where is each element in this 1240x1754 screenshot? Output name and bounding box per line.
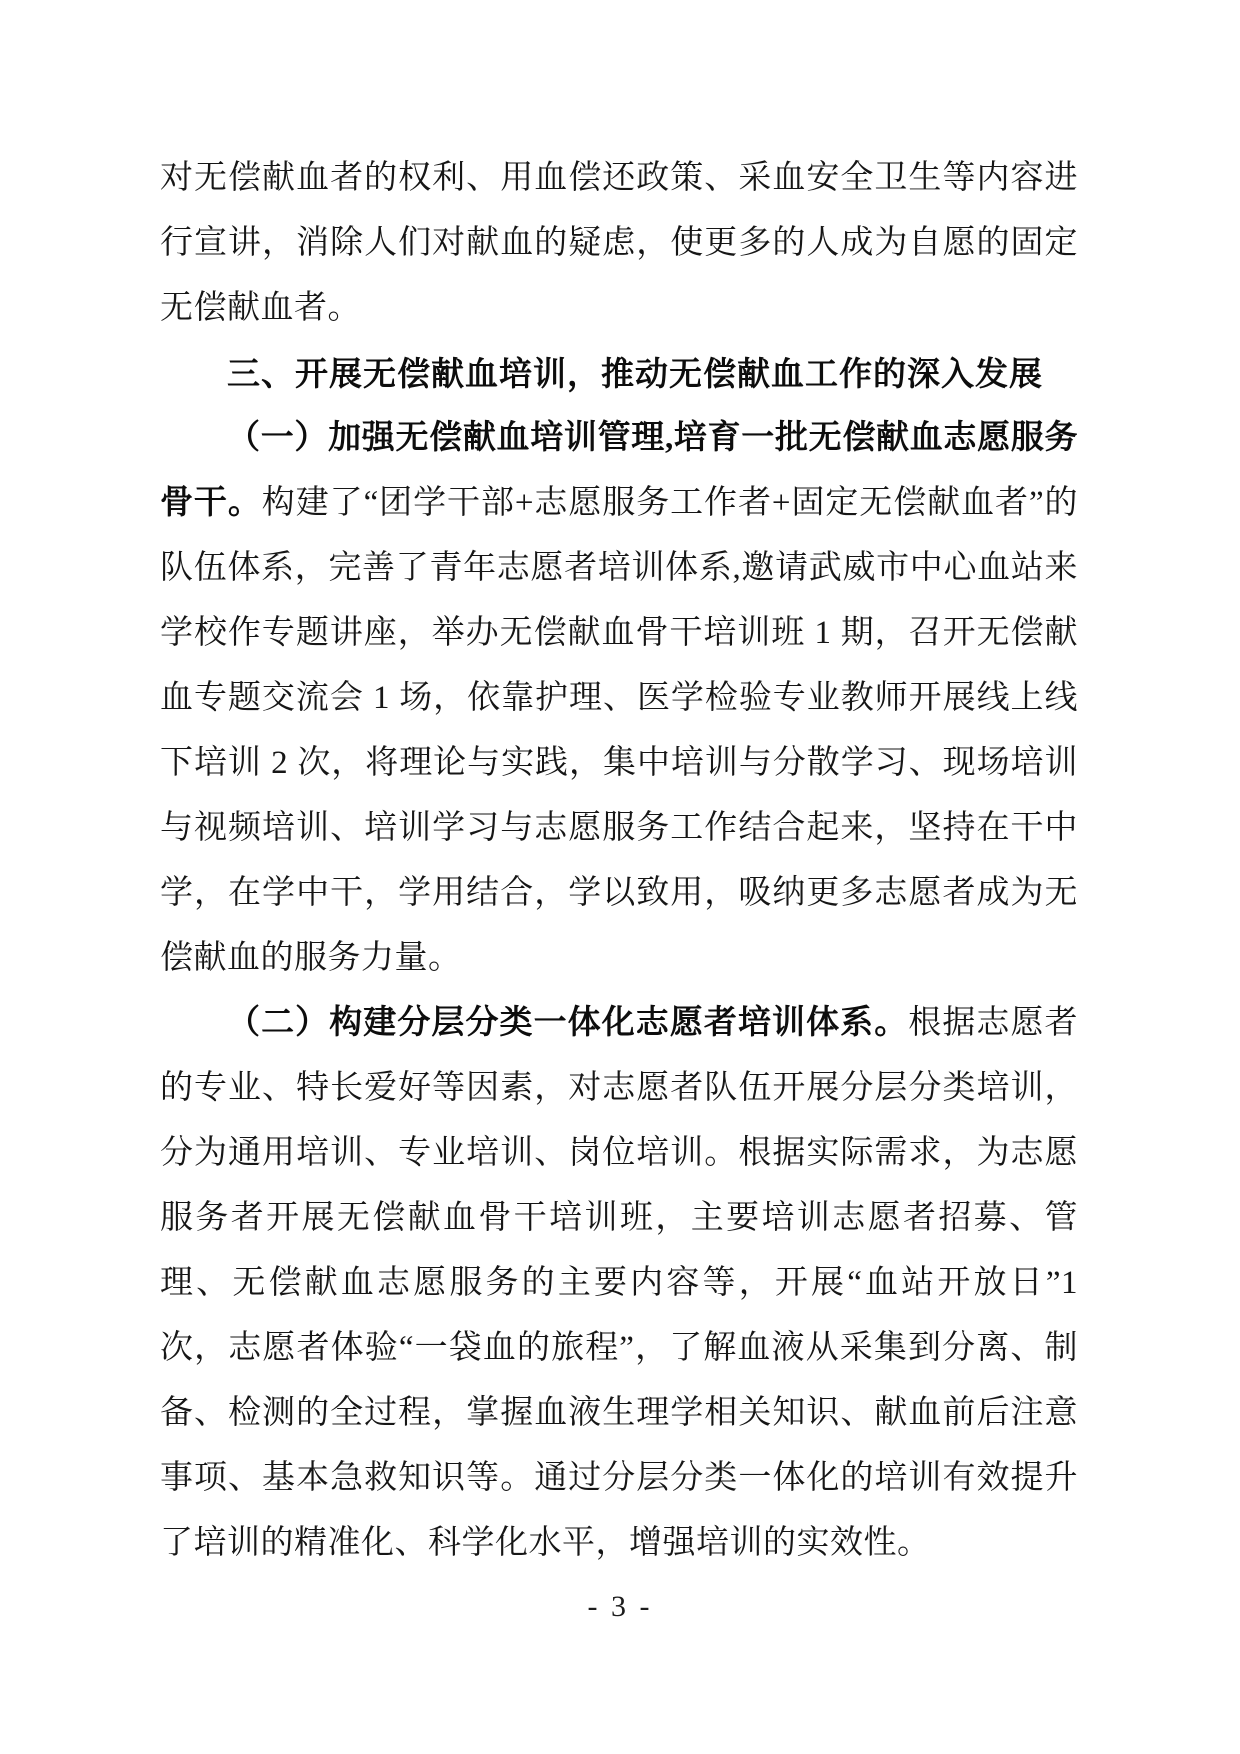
paragraph: [160, 406, 1078, 991]
document-body: [160, 146, 1078, 1576]
paragraph-lead: （一）加强无偿献血培训管理,培育一批无偿献血志愿服务骨干。: [160, 420, 1078, 521]
section-heading-text: 三、开展无偿献血培训，推动无偿献血工作的深入发展: [227, 355, 1043, 392]
paragraph: [160, 991, 1078, 1576]
paragraph-text: 对无偿献血者的权利、用血偿还政策、采血安全卫生等内容进行宣讲，消除人们对献血的疑虑，使更多的人成为自愿的固定无偿献血者。: [160, 160, 1078, 326]
page-number: - 3 -: [587, 1590, 653, 1623]
paragraph-text: 构建了“团学干部+志愿服务工作者+固定无偿献血者”的队伍体系，完善了青年志愿者培训体系,邀请武威市中心血站来学校作专题讲座，举办无偿献血骨干培训班 1 期，召开无偿献血专题交流会 1 场，依靠护理、医学检验专业教师开展线上线下培训 2 次，将理论与实践，集中培训与分散学习、现场培训与视频培训、培训学习与志愿服务工作结合起来，坚持在干中学，在学中干，学用结合，学以致用，吸纳更多志愿者成为无偿献血的服务力量。: [160, 485, 1079, 976]
paragraph-lead: （二）构建分层分类一体化志愿者培训体系。: [227, 1005, 909, 1041]
paragraph-text: 根据志愿者的专业、特长爱好等因素，对志愿者队伍开展分层分类培训，分为通用培训、专业培训、岗位培训。根据实际需求，为志愿服务者开展无偿献血骨干培训班，主要培训志愿者招募、管理、无偿献血志愿服务的主要内容等，开展“血站开放日”1 次，志愿者体验“一袋血的旅程”，了解血液从采集到分离、制备、检测的全过程，掌握血液生理学相关知识、献血前后注意事项、基本急救知识等。通过分层分类一体化的培训有效提升了培训的精准化、科学化水平，增强培训的实效性。: [160, 1005, 1078, 1561]
paragraph: [160, 146, 1078, 341]
section-heading: [160, 341, 1078, 406]
